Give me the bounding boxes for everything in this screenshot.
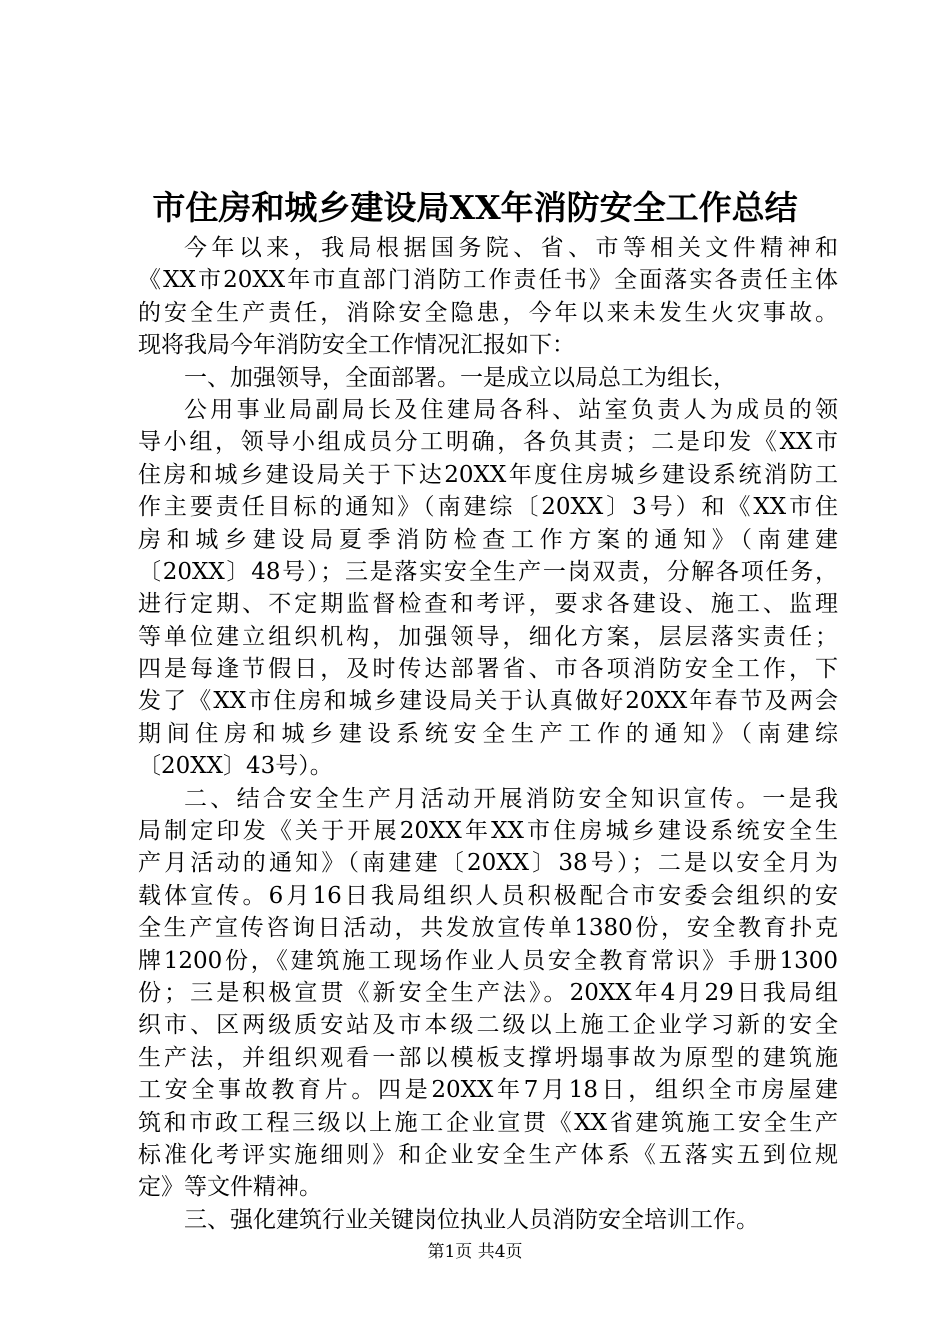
page-number: 第1页 共4页	[427, 1242, 523, 1262]
text-line: 筑和市政工程三级以上施工企业宣贯《XX省建筑施工安全生产	[138, 1109, 838, 1136]
text-line: 生产法，并组织观看一部以模板支撑坍塌事故为原型的建筑施	[138, 1044, 838, 1071]
text-line: 作主要责任目标的通知》（南建综〔20XX〕3号）和《XX市住	[138, 494, 838, 521]
text-line: 〔20XX〕43号）。	[138, 753, 333, 780]
text-line: 导小组，领导小组成员分工明确，各负其责；二是印发《XX市	[138, 429, 838, 456]
text-line: 二、结合安全生产月活动开展消防安全知识宣传。一是我	[184, 785, 838, 812]
text-line: 标准化考评实施细则》和企业安全生产体系《五落实五到位规	[138, 1141, 838, 1168]
text-line: 公用事业局副局长及住建局各科、站室负责人为成员的领	[184, 396, 838, 423]
text-line: 今年以来，我局根据国务院、省、市等相关文件精神和	[184, 235, 838, 261]
text-line: 牌1200份，《建筑施工现场作业人员安全教育常识》手册1300	[138, 947, 838, 974]
text-line: 等单位建立组织机构，加强领导，细化方案，层层落实责任；	[138, 623, 838, 650]
text-line: 织市、区两级质安站及市本级二级以上施工企业学习新的安全	[138, 1012, 838, 1039]
text-line: 定》等文件精神。	[138, 1174, 322, 1201]
text-line: 房和城乡建设局夏季消防检查工作方案的通知》（南建建	[138, 526, 838, 553]
text-line: 载体宣传。6月16日我局组织人员积极配合市安委会组织的安	[138, 882, 838, 909]
text-line: 局制定印发《关于开展20XX年XX市住房城乡建设系统安全生	[138, 818, 838, 845]
text-line: 产月活动的通知》（南建建〔20XX〕38号）；二是以安全月为	[138, 850, 838, 877]
document-body	[138, 232, 838, 1236]
text-line: 现将我局今年消防安全工作情况汇报如下：	[138, 332, 575, 359]
text-line: 三、强化建筑行业关键岗位执业人员消防安全培训工作。	[184, 1206, 759, 1233]
text-line: 住房和城乡建设局关于下达20XX年度住房城乡建设系统消防工	[138, 461, 838, 488]
text-line: 〔20XX〕48号）；三是落实安全生产一岗双责，分解各项任务，	[138, 558, 838, 585]
text-line: 进行定期、不定期监督检查和考评，要求各建设、施工、监理	[138, 591, 838, 618]
text-line: 工安全事故教育片。四是20XX年7月18日，组织全市房屋建	[138, 1077, 838, 1104]
text-line: 《XX市20XX年市直部门消防工作责任书》全面落实各责任主体	[138, 267, 838, 294]
document-title: 市住房和城乡建设局XX年消防安全工作总结	[152, 188, 798, 227]
text-line: 发了《XX市住房和城乡建设局关于认真做好20XX年春节及两会	[138, 688, 838, 715]
text-line: 期间住房和城乡建设系统安全生产工作的通知》（南建综	[138, 720, 838, 747]
text-line: 一、加强领导，全面部署。一是成立以局总工为组长，	[184, 364, 736, 391]
text-line: 全生产宣传咨询日活动，共发放宣传单1380份，安全教育扑克	[138, 915, 838, 942]
text-line: 份；三是积极宣贯《新安全生产法》。20XX年4月29日我局组	[138, 979, 838, 1006]
text-line: 四是每逢节假日，及时传达部署省、市各项消防安全工作，下	[138, 656, 838, 683]
text-line: 的安全生产责任，消除安全隐患，今年以来未发生火灾事故。	[138, 299, 838, 326]
